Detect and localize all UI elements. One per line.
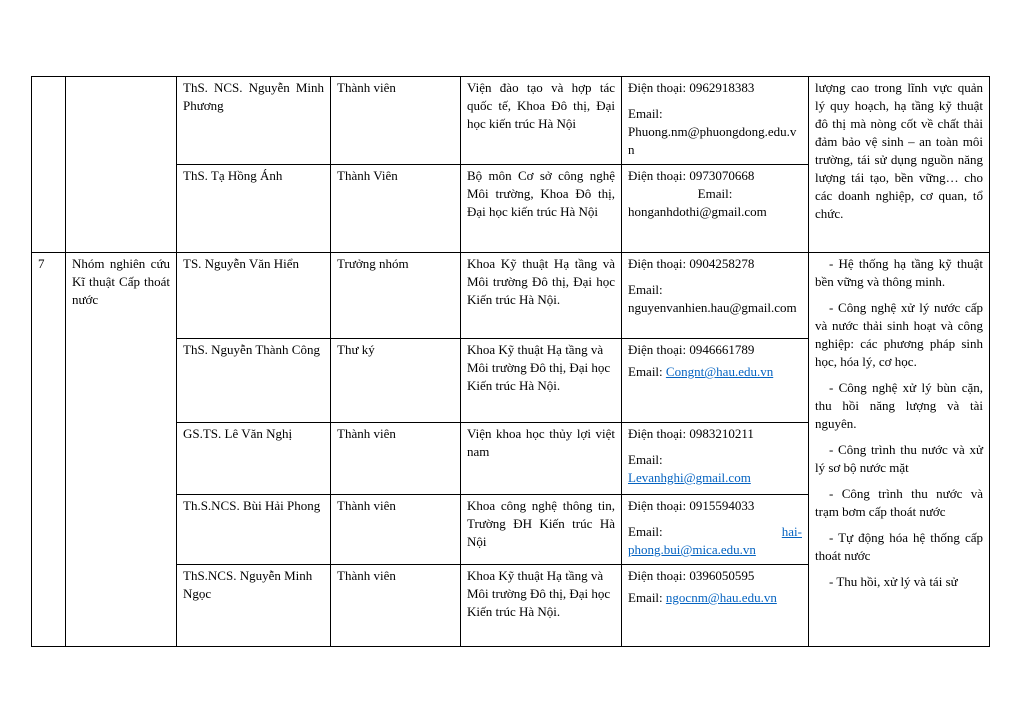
- field-item: - Công nghệ xử lý nước cấp và nước thải sinh hoạt và công nghiệp: các phương pháp sinh học, hóa lý, cơ học.: [815, 300, 983, 369]
- research-fields: [809, 253, 990, 647]
- email-label: Email:: [697, 186, 733, 201]
- field-item: - Công nghệ xử lý bùn cặn, thu hồi năng lượng và tài nguyên.: [815, 380, 983, 431]
- field-item: - Tự động hóa hệ thống cấp thoát nước: [815, 530, 983, 563]
- member-unit: Viện khoa học thủy lợi việt nam: [461, 423, 622, 495]
- email-link[interactable]: Levanhghi@gmail.com: [628, 470, 751, 485]
- row-number-cell: [32, 77, 66, 253]
- member-contact: [622, 253, 809, 339]
- email-text: Phuong.nm@phuongdong.edu.vn: [628, 124, 797, 157]
- member-unit: Khoa Kỹ thuật Hạ tầng và Môi trường Đô thị, Đại học Kiến trúc Hà Nội.: [461, 253, 622, 339]
- member-name: ThS.NCS. Nguyễn Minh Ngọc: [177, 565, 331, 647]
- member-role: Trưởng nhóm: [331, 253, 461, 339]
- member-contact: [622, 165, 809, 253]
- row-number: 7: [32, 253, 66, 647]
- email-label: Email:: [628, 106, 663, 121]
- table-row: [32, 253, 990, 339]
- member-name: ThS. Tạ Hồng Ánh: [177, 165, 331, 253]
- member-contact: [622, 339, 809, 423]
- member-contact: [622, 77, 809, 165]
- member-role: Thành Viên: [331, 165, 461, 253]
- email-label: Email:: [628, 590, 663, 605]
- email-label: Email:: [628, 452, 663, 467]
- phone-text: Điện thoại: 0983210211: [628, 426, 754, 441]
- email-link[interactable]: Congnt@hau.edu.vn: [665, 364, 774, 379]
- email-link-part1[interactable]: hai-: [781, 524, 802, 539]
- email-link[interactable]: ngocnm@hau.edu.vn: [665, 590, 777, 605]
- member-contact: [622, 423, 809, 495]
- email-label: Email:: [628, 282, 663, 297]
- email-link-part2[interactable]: phong.bui@mica.edu.vn: [628, 542, 756, 557]
- member-name: TS. Nguyễn Văn Hiển: [177, 253, 331, 339]
- field-item: - Thu hồi, xử lý và tái sử: [829, 574, 958, 589]
- member-role: Thành viên: [331, 423, 461, 495]
- member-role: Thành viên: [331, 565, 461, 647]
- member-name: ThS. Nguyễn Thành Công: [177, 339, 331, 423]
- group-name-cell: [66, 77, 177, 253]
- email-text: nguyenvanhien.hau@gmail.com: [628, 300, 797, 315]
- research-fields: lượng cao trong lĩnh vực quản lý quy hoạch, hạ tầng kỹ thuật đô thị mà nòng cốt về chất thải đảm bảo vệ sinh – an toàn môi trường, tái sử dụng nguồn năng lượng tái tạo, bền vững… cho các doanh nghiệp, cơ quan, tổ chức.: [809, 77, 990, 253]
- member-unit: Viện đào tạo và hợp tác quốc tế, Khoa Đô thị, Đại học kiến trúc Hà Nội: [461, 77, 622, 165]
- email-line: [628, 589, 802, 607]
- field-item: - Công trình thu nước và xử lý sơ bộ nước mặt: [815, 442, 983, 475]
- field-item: - Công trình thu nước và trạm bơm cấp thoát nước: [815, 486, 983, 519]
- phone-text: Điện thoại: 0396050595: [628, 568, 755, 583]
- member-unit: Khoa công nghệ thông tin, Trường ĐH Kiến trúc Hà Nội: [461, 495, 622, 565]
- member-role: Thành viên: [331, 77, 461, 165]
- phone-text: Điện thoại: 0962918383: [628, 80, 755, 95]
- member-name: ThS. NCS. Nguyễn Minh Phương: [177, 77, 331, 165]
- member-name: GS.TS. Lê Văn Nghị: [177, 423, 331, 495]
- member-name: Th.S.NCS. Bùi Hải Phong: [177, 495, 331, 565]
- member-unit: Khoa Kỹ thuật Hạ tầng và Môi trường Đô thị, Đại học Kiến trúc Hà Nội.: [461, 339, 622, 423]
- phone-text: Điện thoại: 0904258278: [628, 256, 755, 271]
- member-contact: [622, 565, 809, 647]
- member-unit: Bộ môn Cơ sở công nghệ Môi trường, Khoa Đô thị, Đại học kiến trúc Hà Nội: [461, 165, 622, 253]
- field-item: - Hệ thống hạ tầng kỹ thuật bền vững và thông minh.: [815, 256, 983, 289]
- email-line: [628, 523, 802, 541]
- member-role: Thư ký: [331, 339, 461, 423]
- group-name: Nhóm nghiên cứu Kĩ thuật Cấp thoát nước: [66, 253, 177, 647]
- email-label: Email:: [628, 364, 663, 379]
- phone-text: Điện thoại: 0946661789: [628, 342, 755, 357]
- email-label: Email:: [628, 524, 663, 539]
- email-text: honganhdothi@gmail.com: [628, 204, 767, 219]
- member-role: Thành viên: [331, 495, 461, 565]
- email-line: [628, 363, 802, 381]
- table-row: [32, 77, 990, 165]
- research-group-table: [31, 76, 990, 647]
- member-unit: Khoa Kỹ thuật Hạ tầng và Môi trường Đô thị, Đại học Kiến trúc Hà Nội.: [461, 565, 622, 647]
- phone-text: Điện thoại: 0915594033: [628, 498, 755, 513]
- member-contact: [622, 495, 809, 565]
- phone-text: Điện thoại: 0973070668: [628, 168, 755, 183]
